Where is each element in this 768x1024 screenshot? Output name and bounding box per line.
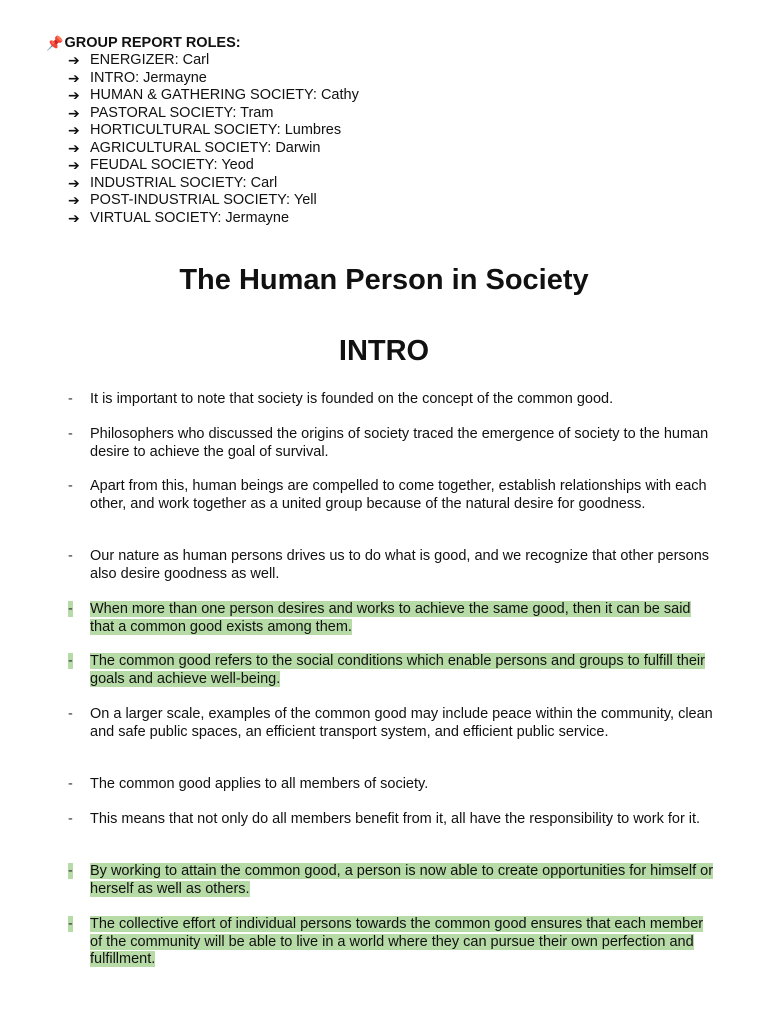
- role-item: [68, 175, 746, 193]
- roles-heading: GROUP REPORT ROLES:: [64, 35, 241, 51]
- bullet-item: [68, 426, 718, 461]
- dash-marker: -: [68, 863, 73, 879]
- section-heading: INTRO: [338, 335, 430, 367]
- role-text: AGRICULTURAL SOCIETY: Darwin: [90, 139, 321, 156]
- highlighted-bullet-item: [68, 601, 718, 636]
- role-text: ENERGIZER: Carl: [90, 52, 210, 68]
- dash-marker: -: [68, 391, 73, 407]
- bullet-text: It is important to note that society is founded on the concept of the common good.: [90, 391, 614, 407]
- role-text: FEUDAL SOCIETY: Yeod: [90, 157, 254, 173]
- bullet-text: By working to attain the common good, a person is now able to create opportunities for himself or herself as well as others.: [90, 863, 714, 897]
- role-item: [68, 192, 746, 210]
- right-arrow-icon: ➔: [68, 104, 80, 121]
- role-text: INTRO: Jermayne: [90, 69, 207, 86]
- highlighted-bullet-item: [68, 916, 718, 969]
- document-title: The Human Person in Society: [179, 264, 589, 296]
- bullet-item: [68, 776, 718, 794]
- highlighted-bullet-item: [68, 653, 718, 688]
- right-arrow-icon: ➔: [68, 122, 80, 138]
- right-arrow-icon: ➔: [68, 174, 80, 191]
- dash-marker: -: [68, 776, 73, 792]
- right-arrow-icon: ➔: [68, 69, 80, 86]
- roles-heading-row: [46, 35, 746, 52]
- bullet-text: The common good applies to all members of society.: [90, 776, 429, 792]
- role-text: PASTORAL SOCIETY: Tram: [90, 104, 274, 121]
- role-item: [68, 87, 746, 105]
- bullet-item: [68, 811, 718, 829]
- right-arrow-icon: ➔: [68, 192, 80, 208]
- role-item: [68, 140, 746, 158]
- bullet-text: The collective effort of individual persons towards the common good ensures that each member of the community will be able to live in a world where they can pursue their own perfection and fulfillment.: [90, 916, 704, 967]
- bullet-text: This means that not only do all members benefit from it, all have the responsibility to work for it.: [90, 811, 701, 827]
- dash-marker: -: [68, 548, 73, 564]
- bullet-text: On a larger scale, examples of the common good may include peace within the community, clean and safe public spaces, an efficient transport system, and efficient public service.: [90, 706, 713, 740]
- role-item: [68, 122, 746, 140]
- bullet-item: [68, 548, 718, 583]
- dash-marker: -: [68, 478, 73, 494]
- role-item: [68, 52, 746, 70]
- bullet-text: The common good refers to the social conditions which enable persons and groups to fulfill their goals and achieve well-being.: [90, 653, 705, 687]
- role-item: [68, 105, 746, 123]
- role-item: [68, 157, 746, 175]
- role-text: INDUSTRIAL SOCIETY: Carl: [90, 174, 278, 191]
- right-arrow-icon: ➔: [68, 157, 80, 173]
- role-text: POST-INDUSTRIAL SOCIETY: Yell: [90, 192, 317, 208]
- dash-marker: -: [68, 426, 73, 442]
- pushpin-icon: 📌: [46, 35, 64, 51]
- bullet-item: [68, 706, 718, 741]
- dash-marker: -: [68, 706, 73, 722]
- bullet-text: Our nature as human persons drives us to do what is good, and we recognize that other persons also desire goodness as well.: [90, 548, 710, 582]
- highlighted-bullet-item: [68, 863, 718, 898]
- role-item: [68, 70, 746, 88]
- role-text: HORTICULTURAL SOCIETY: Lumbres: [90, 122, 342, 138]
- dash-marker: -: [68, 653, 73, 669]
- right-arrow-icon: ➔: [68, 87, 80, 103]
- bullet-item: [68, 478, 718, 513]
- role-text: HUMAN & GATHERING SOCIETY: Cathy: [90, 87, 359, 103]
- role-text: VIRTUAL SOCIETY: Jermayne: [90, 209, 290, 226]
- right-arrow-icon: ➔: [68, 139, 80, 156]
- bullet-text: Apart from this, human beings are compelled to come together, establish relationships with each other, and work together as a united group because of the natural desire for goodness.: [90, 478, 707, 512]
- group-report-roles: [46, 35, 746, 227]
- bullet-item: [68, 391, 718, 409]
- right-arrow-icon: ➔: [68, 209, 80, 226]
- dash-marker: -: [68, 916, 73, 932]
- right-arrow-icon: ➔: [68, 52, 80, 68]
- dash-marker: -: [68, 601, 73, 617]
- bullet-text: Philosophers who discussed the origins of society traced the emergence of society to the human desire to achieve the goal of survival.: [90, 426, 709, 460]
- role-item: [68, 210, 746, 228]
- dash-marker: -: [68, 811, 73, 827]
- bullet-text: When more than one person desires and works to achieve the same good, then it can be said that a common good exists among them.: [90, 601, 691, 635]
